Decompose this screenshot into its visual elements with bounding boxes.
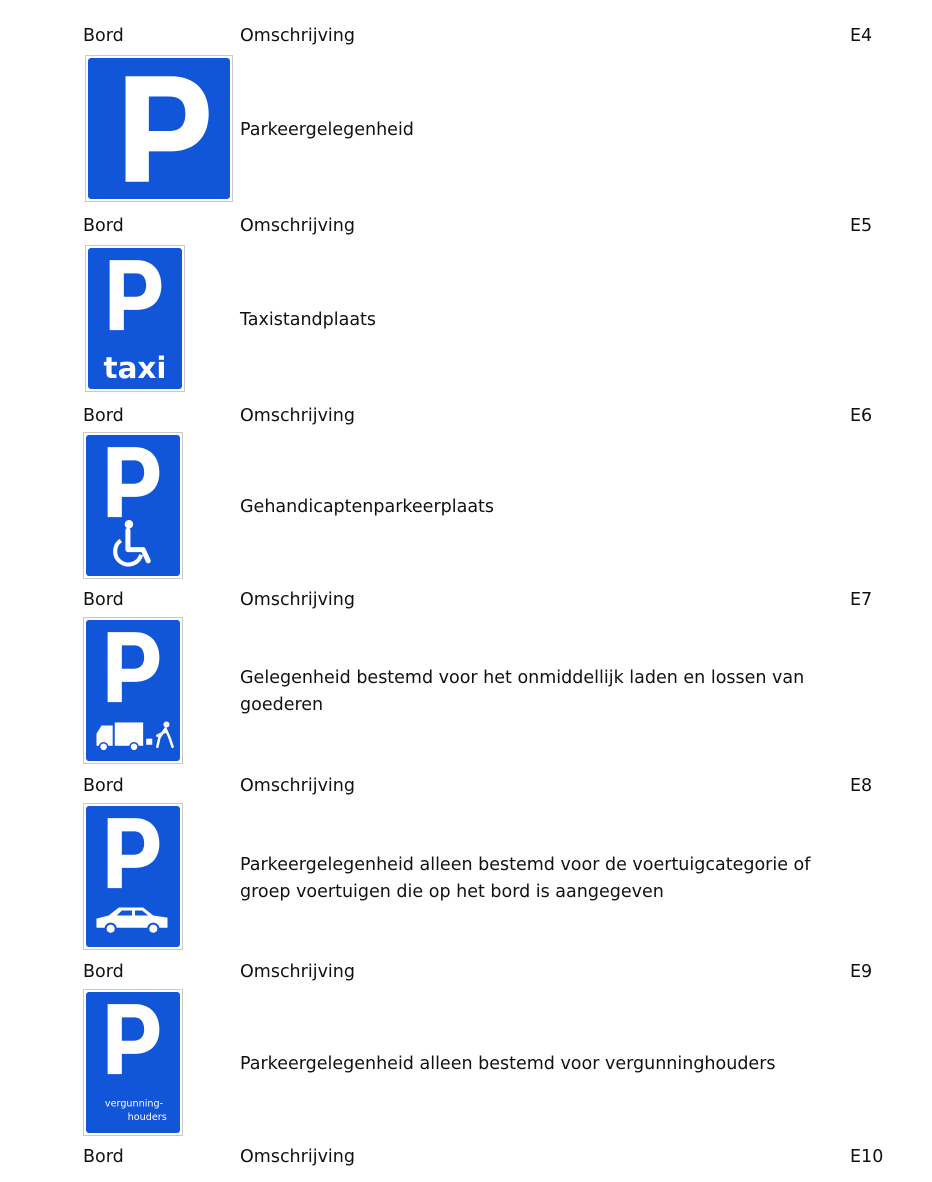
parking-taxi-sign-icon	[88, 248, 182, 389]
column-header-description: Omschrijving	[240, 962, 355, 982]
column-header-sign: Bord	[83, 962, 124, 982]
sign-label-text-line1: vergunning-	[104, 1098, 164, 1110]
column-header-sign: Bord	[83, 26, 124, 46]
sign-code: E8	[850, 776, 873, 796]
truck-unloading-icon	[96, 721, 172, 750]
column-header-sign: Bord	[83, 216, 124, 236]
column-header-sign: Bord	[83, 406, 124, 426]
sign-e5	[85, 245, 185, 392]
sign-e8	[83, 803, 183, 950]
sign-code: E7	[850, 590, 873, 610]
column-header-description: Omschrijving	[240, 590, 355, 610]
sign-label-text-line2: houders	[127, 1111, 167, 1123]
column-header-sign: Bord	[83, 1147, 124, 1167]
parking-loading-sign-icon	[86, 620, 180, 761]
sign-code: E4	[850, 26, 873, 46]
column-header-description: Omschrijving	[240, 1147, 355, 1167]
sign-description: Gehandicaptenparkeerplaats	[240, 497, 495, 517]
parking-car-sign-icon	[86, 806, 180, 947]
column-header-description: Omschrijving	[240, 776, 355, 796]
wheelchair-icon	[115, 520, 148, 564]
sign-description: Parkeergelegenheid alleen bestemd voor vergunninghouders	[240, 1054, 776, 1074]
sign-description: Taxistandplaats	[240, 310, 377, 330]
car-icon	[96, 907, 167, 933]
parking-permit-sign-icon	[86, 992, 180, 1133]
sign-description: Gelegenheid bestemd voor het onmiddellijk laden en lossen van goederen	[240, 668, 805, 715]
sign-code: E9	[850, 962, 873, 982]
column-header-description: Omschrijving	[240, 406, 355, 426]
column-header-description: Omschrijving	[240, 26, 355, 46]
parking-disabled-sign-icon	[86, 435, 180, 576]
sign-e7	[83, 617, 183, 764]
sign-label-text: taxi	[103, 350, 167, 385]
column-header-sign: Bord	[83, 776, 124, 796]
sign-e9	[83, 989, 183, 1136]
column-header-sign: Bord	[83, 590, 124, 610]
sign-code: E6	[850, 406, 873, 426]
column-header-description: Omschrijving	[240, 216, 355, 236]
sign-description: Parkeergelegenheid alleen bestemd voor de voertuigcategorie of groep voertuigen die op het bord is aangegeven	[240, 855, 811, 902]
parking-sign-icon	[88, 58, 230, 199]
sign-code: E10	[850, 1147, 884, 1167]
sign-e6	[83, 432, 183, 579]
sign-code: E5	[850, 216, 873, 236]
sign-e4	[85, 55, 233, 202]
sign-description: Parkeergelegenheid	[240, 120, 414, 140]
